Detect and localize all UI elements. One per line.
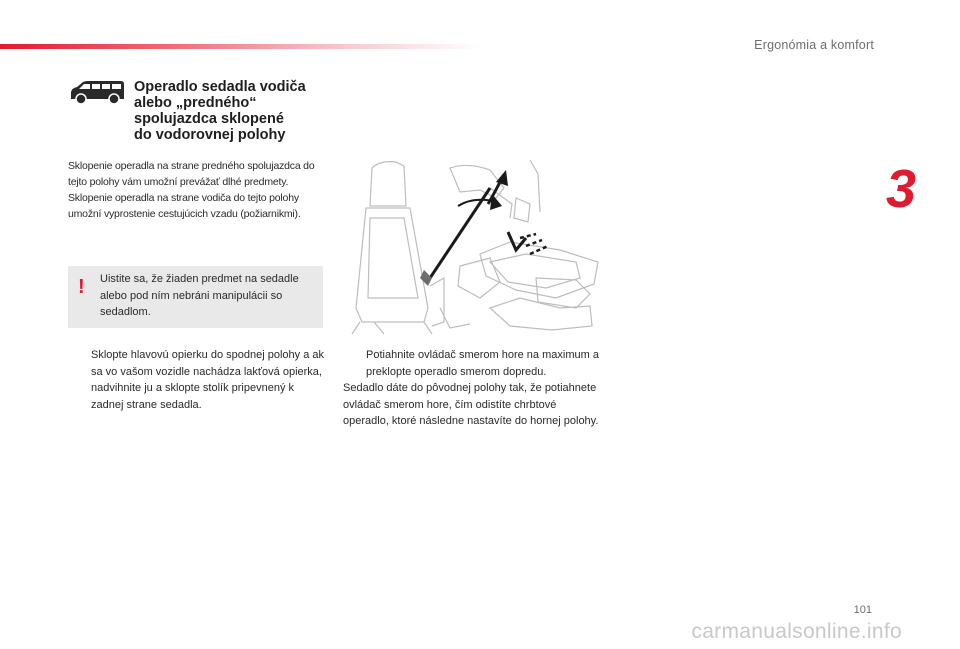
section-title: Ergonómia a komfort bbox=[754, 38, 874, 52]
list-item bbox=[68, 347, 326, 413]
step-text: Sklopte hlavovú opierku do spodnej polohy a ak sa vo vašom vozidle nachádza lakťová opierka, nadvihnite ju a sklopte stolík pripevnený k zadnej strane sedadla. bbox=[91, 349, 324, 411]
restore-note: Sedadlo dáte do pôvodnej polohy tak, že potiahnete ovládač smerom hore, čím odistíte chrbtové operadlo, ktoré následne nastavíte do hornej polohy. bbox=[343, 382, 599, 427]
heading-line: do vodorovnej polohy bbox=[134, 127, 286, 143]
step-pull-lever bbox=[343, 347, 605, 430]
page-number: 101 bbox=[853, 604, 872, 616]
intro-paragraph: Sklopenie operadla na strane predného spolujazdca do tejto polohy vám umožní prevážať dlhé predmety. Sklopenie operadla na strane vodiča do tejto polohy umožní vyprostenie cestujúcich vzadu (požiarnikmi). bbox=[68, 160, 315, 220]
heading-line: Operadlo sedadla vodiča bbox=[134, 79, 306, 95]
van-icon bbox=[68, 80, 126, 106]
heading-line: spolujazdca sklopené bbox=[134, 111, 284, 127]
page-heading bbox=[134, 79, 334, 143]
warning-icon: ! bbox=[78, 276, 85, 298]
step-text: Potiahnite ovládač smerom hore na maximum a preklopte operadlo smerom dopredu. bbox=[366, 349, 599, 378]
chapter-number: 3 bbox=[886, 159, 917, 219]
heading-line: alebo „predného“ bbox=[134, 95, 257, 111]
warning-box bbox=[68, 266, 323, 328]
list-item bbox=[343, 347, 605, 380]
seat-folding-illustration bbox=[340, 158, 602, 334]
watermark: carmanualsonline.info bbox=[691, 620, 902, 643]
step-fold-headrest bbox=[68, 347, 326, 413]
warning-text: Uistite sa, že žiaden predmet na sedadle alebo pod ním nebráni manipulácii so sedadlom. bbox=[100, 273, 299, 318]
header-accent-bar bbox=[0, 44, 480, 49]
